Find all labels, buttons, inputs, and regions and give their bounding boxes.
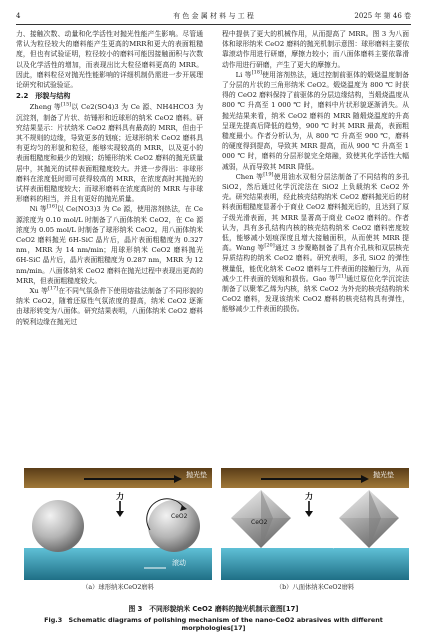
citation[interactable]: [20] — [264, 243, 275, 249]
subcaption-b: （b）八面体纳米CeO2磨料 — [275, 584, 355, 591]
force-arrow-head — [305, 511, 313, 517]
sphere-particle — [148, 500, 200, 552]
citation[interactable]: [18] — [251, 69, 262, 76]
right-column — [222, 29, 409, 315]
subcaption-a: （a）球形纳米CeO2磨料 — [82, 584, 154, 591]
page-number: 4 — [16, 12, 21, 20]
force-arrow-head — [116, 511, 124, 517]
figure-caption-cn: 图 3 不同形貌纳米 CeO2 磨料的抛光机制示意图[17] — [128, 605, 299, 613]
citation[interactable]: [19] — [263, 171, 274, 178]
section-heading: 2.2 形貌与结构 — [16, 92, 71, 101]
force-label: 力 — [116, 492, 124, 501]
citation[interactable]: [16] — [46, 204, 57, 211]
left-column — [16, 29, 203, 327]
force-label: 力 — [305, 492, 313, 501]
paragraph: Li 等[18]使用溶剂热法，通过控制前驱体的煅烧温度制备了分层的片状的三角形纳米 CeO2。煅烧温度为 800 ℃ 时获得的 CeO2 磨料保持了前驱体的分层边缘结构，当煅烧温度从 800 ℃ 升高至 1 000 ℃ 时，磨料中片状形貌逐渐消失。从抛光结果来看，纳米 CeO2 磨料的 MRR 随煅烧温度的升高呈现先提高后降低的趋势，900 ℃ 时其 MRR 最高，表面粗糙度最小。作者分析认为，从 800 ℃ 升高至 900 ℃，磨料的硬度得到提高，导致其 MRR 提高，而从 900 ℃ 升高至 1 000 ℃ 时，磨料的分层形貌完全熔融，致使其化学活性大幅减弱，从而导致其 MRR 降低。 — [222, 69, 409, 171]
paragraph: Zheng 等[15]以 Ce2(SO4)3 为 Ce 源、NH4HCO3 为沉淀剂，制备了片状、纺锤形和近球形的纳米 CeO2 磨料。研究结果显示：片状纳米 CeO2 磨料具有最高的 MRR，但由于其不规则的边缘，导致更多的划痕；近球形纳米 CeO2 磨料具有更均匀的形貌和粒径，能够实现较高的 MRR，以及更小的表面粗糙度和最少的划痕；纺锤形纳米 CeO2 磨料的抛光质量居中，其抛光的试样表面粗糙度较大。并进一步得出：非球形磨料在浓度低时即可获得较高的 MRR，在浓度高时其抛光的试样表面粗糙度较大；而球形磨料在浓度高时的 MRR 与非球形磨料的相当，并且有更好的抛光质量。 — [16, 102, 203, 204]
octahedral-diagram — [221, 468, 409, 580]
panel-octahedral — [221, 468, 409, 580]
panel-spherical — [24, 468, 212, 580]
paragraph: 程中提供了更大的机械作用，从而提高了 MRR。图 3 为八面体和球形纳米 CeO2 磨料的抛光机制示意图：球形磨料主要依靠滚动作用进行研磨，摩擦力较小；而八面体磨料主要依靠滑动作用进行研磨，产生了更大的摩擦力。 — [222, 30, 409, 69]
page-header — [16, 10, 411, 22]
octahedron-particle — [339, 490, 399, 548]
particle-label: CeO2 — [171, 513, 188, 520]
motion-label: 滚动 — [172, 559, 186, 567]
paragraph: Ni 等[16]以 Ce(NO3)3 为 Ce 源，使用溶剂热法，在 Ce 源浓度为 0.10 mol/L 时制备了八面体纳米 CeO2，在 Ce 源浓度为 0.05 mol/L 时制备了球形纳米 CeO2。用八面体纳米 CeO2 磨料抛光 6H-SiC 晶片后，晶片表面粗糙度为 0.327 nm，MRR 为 14 nm/min；用球形纳米 CeO2 磨料抛光 6H-SiC 晶片后，晶片表面粗糙度为 0.287 nm，MRR 为 12 nm/min。八面体纳米 CeO2 磨料在抛光过程中表现出更高的 MRR，但表面粗糙度较大。 — [16, 204, 203, 285]
pad-label: 抛光垫 — [373, 471, 394, 479]
issue-info: 2025 年 第 46 卷 — [354, 12, 411, 20]
citation[interactable]: [17] — [47, 285, 59, 292]
header-rule — [16, 24, 411, 25]
pad-label: 抛光垫 — [186, 471, 207, 479]
citation[interactable]: [15] — [60, 102, 72, 109]
paragraph: Chen 等[19]使用油水双相分层法制备了不同结构的多孔 SiO2，然后通过化学沉淀法在 SiO2 上负载纳米 CeO2 外壳。研究结果表明，经此核壳结构纳米 CeO2 磨料抛光后的材料表面粗糙度显著小于商业 CeO2 磨料抛光后的，且达到了原子级光滑表面，其 MRR 显著高于商业 CeO2 磨料的。作者认为，具有多孔结构内核的核壳结构纳米 CeO2 磨料密度较低，能够减小划痕深度且增大接触面积，从而使其 MRR 提高。Wang 等[20]通过 3 步聚略制备了具有介孔核和双层核壳异质结构的纳米 CeO2 磨料。研究表明，多孔 SiO2 的弹性模量低，能优化纳米 CeO2 磨料与工件表面的接触行为，从而减少工件表面的划痕和损伤。Gao 等[21]通过原位化学沉淀法制备了以聚苯乙烯为内核，纳米 CeO2 为外壳的核壳结构纳米 CeO2 磨料，发现该纳米 CeO2 磨料的核壳结构具有弹性，能够减少工件表面的损伤。 — [222, 171, 410, 314]
spherical-diagram — [24, 468, 212, 580]
motion-label: 滑动 — [313, 537, 327, 545]
journal-name: 有 色 金 属 材 料 与 工 程 — [173, 12, 254, 20]
figure-caption-en: Fig.3 Schematic diagrams of polishing mechanism of the nano-CeO2 abrasives with different morphologies[17] — [44, 616, 383, 632]
sphere-particle — [32, 500, 84, 552]
citation[interactable]: [21] — [335, 273, 347, 280]
wafer-surface — [221, 548, 409, 580]
paragraph: Xu 等[17]在不同气氛条件下使用熔盐法制备了不同形貌的纳米 CeO2，随着还原性气氛浓度的提高，纳米 CeO2 逐渐由球形转变为八面体。研究结果表明，八面体纳米 CeO2 磨料的锐利边缘在抛光过 — [16, 285, 203, 326]
figure-3 — [16, 468, 411, 598]
motion-arrow-head — [333, 544, 338, 549]
paragraph: 力、接触次数、动量和化学活性对抛光性能产生影响。尽管通常认为粒径较大的磨料能产生更高的MRR和更大的表面粗糙度，但也有试验证明，粒径较小的磨料可能因接触面积与次数以及化学活性的增加，而表现出比大粒径磨料更高的 MRR。因此，磨料粒径对抛光性能影响的详细机制仍需进一步开展理论研究和试验验证。 — [16, 30, 203, 90]
particle-label: CeO2 — [251, 519, 268, 526]
